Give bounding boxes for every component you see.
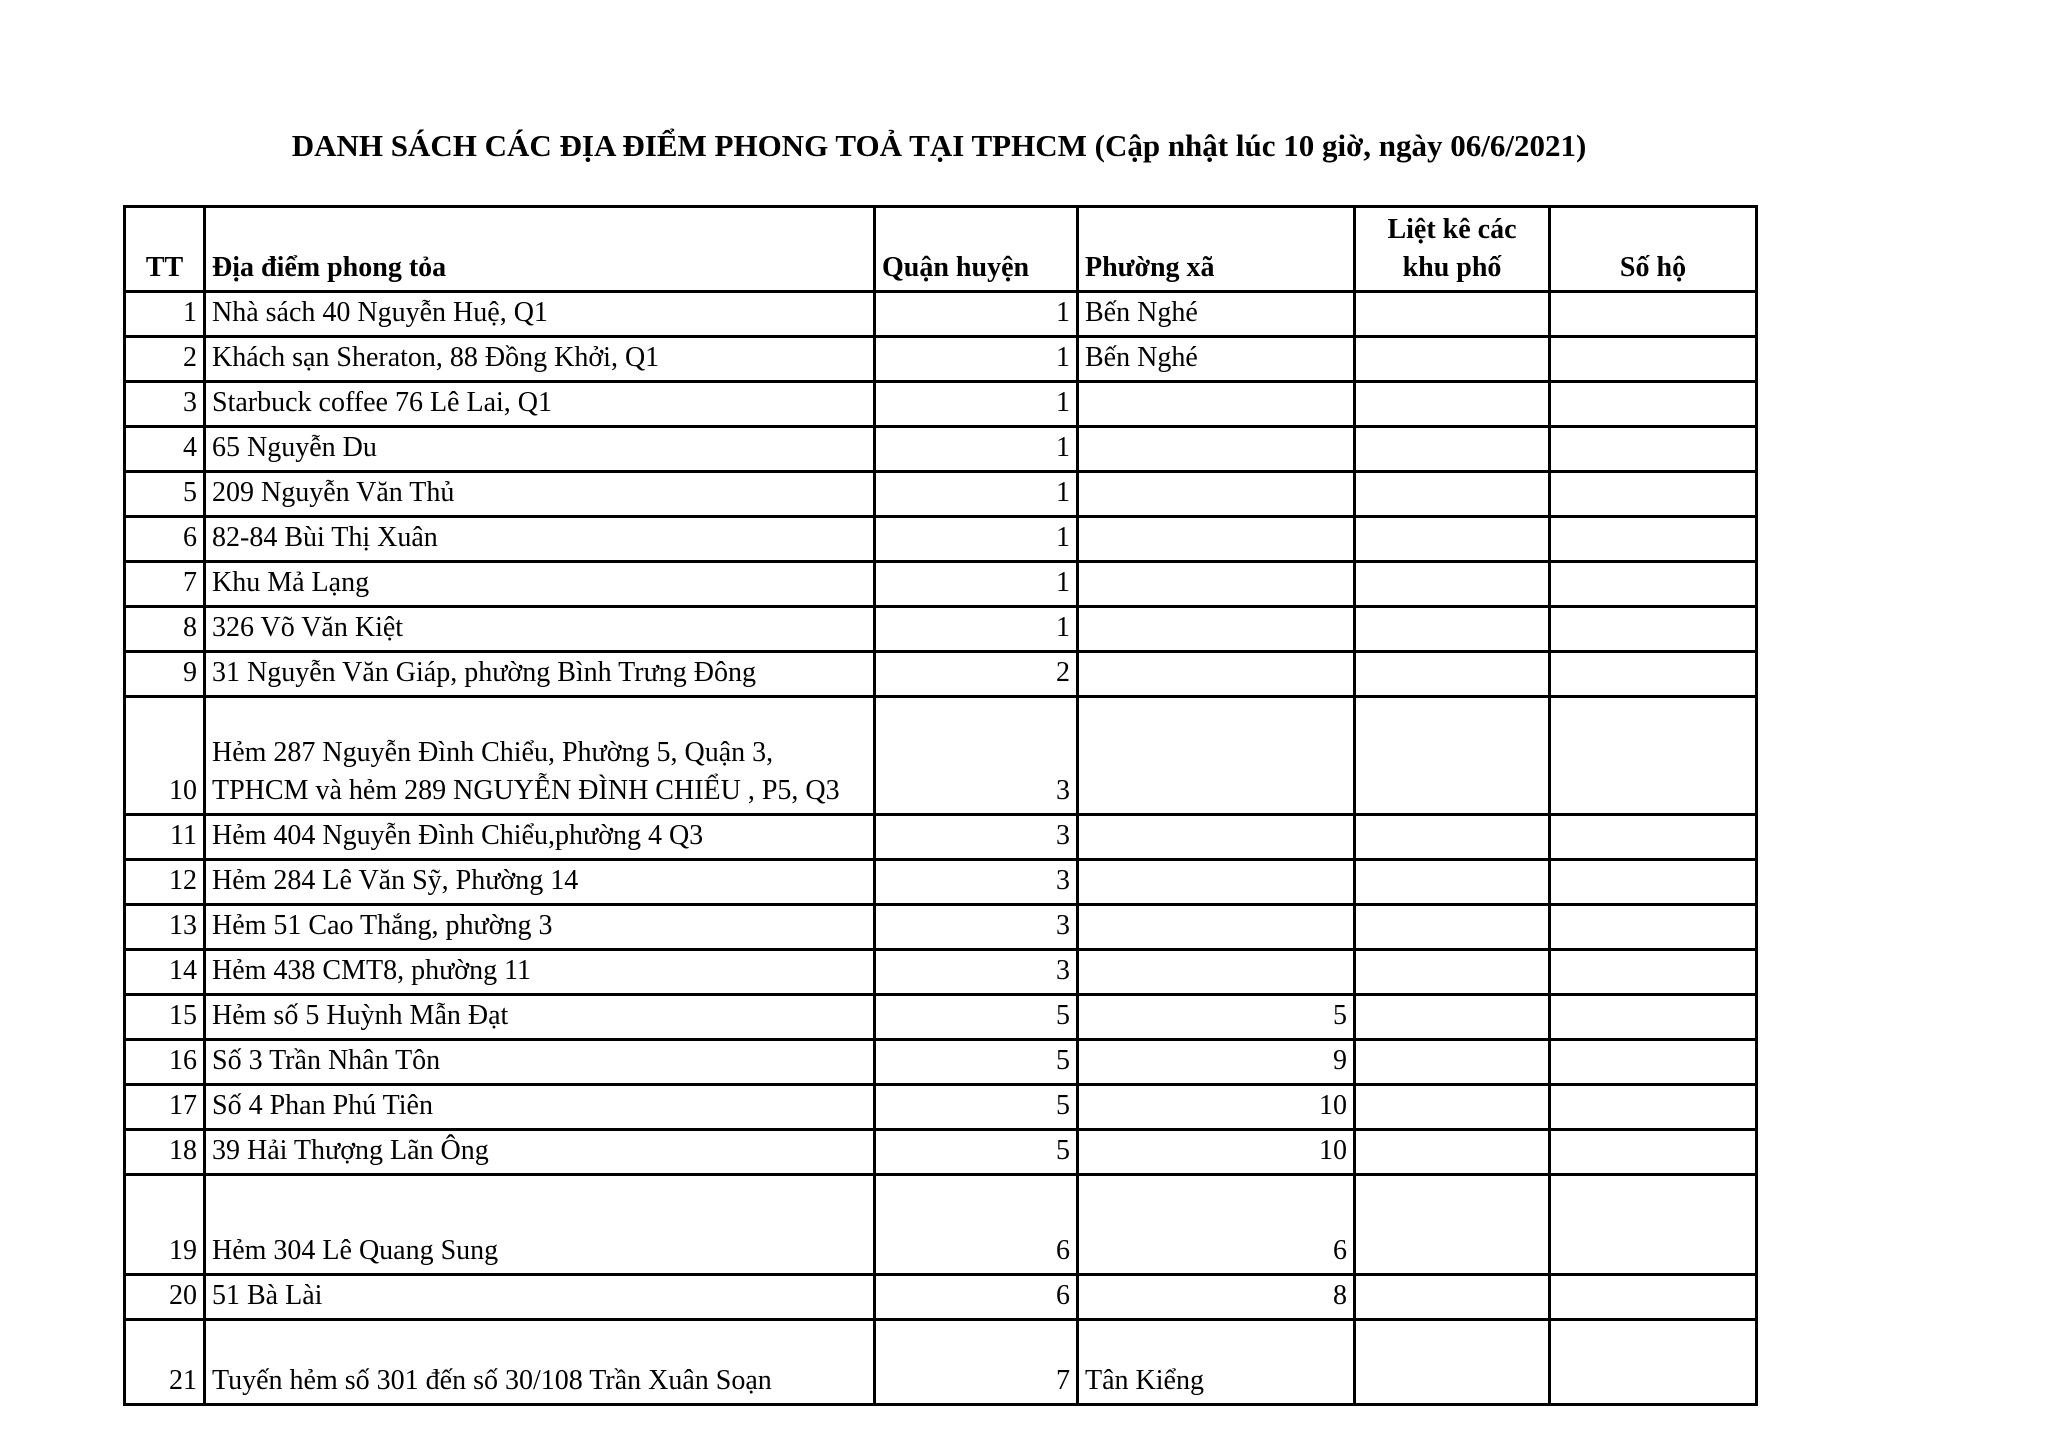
table-row (125, 1275, 1757, 1320)
cell-phuong-xa (1078, 815, 1355, 860)
cell-tt: 8 (125, 607, 205, 652)
cell-khu-pho (1355, 1320, 1550, 1405)
cell-tt: 15 (125, 995, 205, 1040)
cell-phuong-xa (1078, 697, 1355, 815)
cell-phuong-xa: 9 (1078, 1040, 1355, 1085)
cell-phuong-xa: Bến Nghé (1078, 292, 1355, 337)
document-title: DANH SÁCH CÁC ĐỊA ĐIỂM PHONG TOẢ TẠI TPHCM (Cập nhật lúc 10 giờ, ngày 06/6/2021) (291, 128, 1587, 163)
cell-tt: 9 (125, 652, 205, 697)
cell-so-ho (1550, 950, 1757, 995)
cell-so-ho (1550, 995, 1757, 1040)
cell-dia-diem: Khách sạn Sheraton, 88 Đồng Khởi, Q1 (205, 337, 875, 382)
cell-so-ho (1550, 472, 1757, 517)
cell-khu-pho (1355, 1275, 1550, 1320)
cell-so-ho (1550, 607, 1757, 652)
cell-so-ho (1550, 905, 1757, 950)
cell-dia-diem: Hẻm 287 Nguyễn Đình Chiểu, Phường 5, Quận 3, TPHCM và hẻm 289 NGUYỄN ĐÌNH CHIỂU , P5, Q3 (205, 697, 875, 815)
table-row (125, 995, 1757, 1040)
cell-tt: 2 (125, 337, 205, 382)
cell-phuong-xa (1078, 472, 1355, 517)
cell-quan-huyen: 5 (875, 995, 1078, 1040)
cell-dia-diem: 31 Nguyễn Văn Giáp, phường Bình Trưng Đông (205, 652, 875, 697)
cell-so-ho (1550, 427, 1757, 472)
cell-tt: 10 (125, 697, 205, 815)
table-row (125, 292, 1757, 337)
cell-so-ho (1550, 562, 1757, 607)
cell-so-ho (1550, 337, 1757, 382)
cell-tt: 16 (125, 1040, 205, 1085)
cell-so-ho (1550, 517, 1757, 562)
table-row (125, 1130, 1757, 1175)
cell-khu-pho (1355, 1130, 1550, 1175)
cell-khu-pho (1355, 337, 1550, 382)
cell-tt: 21 (125, 1320, 205, 1405)
cell-so-ho (1550, 1040, 1757, 1085)
table-row (125, 815, 1757, 860)
header-dia-diem: Địa điểm phong tỏa (205, 207, 875, 292)
cell-phuong-xa: 5 (1078, 995, 1355, 1040)
cell-tt: 19 (125, 1175, 205, 1275)
cell-tt: 7 (125, 562, 205, 607)
table-row (125, 905, 1757, 950)
cell-phuong-xa: 10 (1078, 1130, 1355, 1175)
cell-phuong-xa (1078, 860, 1355, 905)
table-row (125, 607, 1757, 652)
cell-khu-pho (1355, 382, 1550, 427)
cell-phuong-xa: 10 (1078, 1085, 1355, 1130)
table-body (125, 292, 1757, 1405)
cell-dia-diem: 326 Võ Văn Kiệt (205, 607, 875, 652)
cell-quan-huyen: 1 (875, 292, 1078, 337)
table-row (125, 1085, 1757, 1130)
cell-dia-diem: Hẻm 51 Cao Thắng, phường 3 (205, 905, 875, 950)
cell-dia-diem: Hẻm số 5 Huỳnh Mẫn Đạt (205, 995, 875, 1040)
cell-tt: 12 (125, 860, 205, 905)
cell-quan-huyen: 1 (875, 382, 1078, 427)
cell-quan-huyen: 6 (875, 1275, 1078, 1320)
cell-tt: 20 (125, 1275, 205, 1320)
table-row (125, 1040, 1757, 1085)
cell-quan-huyen: 3 (875, 860, 1078, 905)
cell-phuong-xa (1078, 382, 1355, 427)
cell-tt: 3 (125, 382, 205, 427)
cell-dia-diem: Khu Mả Lạng (205, 562, 875, 607)
cell-so-ho (1550, 1085, 1757, 1130)
cell-tt: 18 (125, 1130, 205, 1175)
cell-quan-huyen: 3 (875, 950, 1078, 995)
cell-khu-pho (1355, 607, 1550, 652)
cell-khu-pho (1355, 995, 1550, 1040)
cell-tt: 6 (125, 517, 205, 562)
cell-phuong-xa (1078, 427, 1355, 472)
cell-phuong-xa: Bến Nghé (1078, 337, 1355, 382)
table-row (125, 1320, 1757, 1405)
cell-phuong-xa: Tân Kiểng (1078, 1320, 1355, 1405)
cell-quan-huyen: 5 (875, 1085, 1078, 1130)
cell-khu-pho (1355, 815, 1550, 860)
cell-quan-huyen: 1 (875, 607, 1078, 652)
cell-dia-diem: 82-84 Bùi Thị Xuân (205, 517, 875, 562)
cell-tt: 5 (125, 472, 205, 517)
cell-quan-huyen: 3 (875, 697, 1078, 815)
cell-so-ho (1550, 652, 1757, 697)
cell-khu-pho (1355, 427, 1550, 472)
cell-khu-pho (1355, 905, 1550, 950)
table-row (125, 517, 1757, 562)
cell-tt: 1 (125, 292, 205, 337)
cell-phuong-xa (1078, 950, 1355, 995)
cell-quan-huyen: 5 (875, 1130, 1078, 1175)
cell-khu-pho (1355, 1085, 1550, 1130)
cell-so-ho (1550, 292, 1757, 337)
cell-so-ho (1550, 1130, 1757, 1175)
cell-quan-huyen: 7 (875, 1320, 1078, 1405)
cell-quan-huyen: 1 (875, 472, 1078, 517)
cell-so-ho (1550, 860, 1757, 905)
cell-dia-diem: Hẻm 404 Nguyễn Đình Chiểu,phường 4 Q3 (205, 815, 875, 860)
cell-tt: 13 (125, 905, 205, 950)
cell-tt: 11 (125, 815, 205, 860)
cell-phuong-xa (1078, 607, 1355, 652)
cell-dia-diem: Hẻm 438 CMT8, phường 11 (205, 950, 875, 995)
cell-so-ho (1550, 382, 1757, 427)
cell-khu-pho (1355, 1040, 1550, 1085)
cell-quan-huyen: 5 (875, 1040, 1078, 1085)
table-row (125, 427, 1757, 472)
cell-khu-pho (1355, 697, 1550, 815)
cell-khu-pho (1355, 652, 1550, 697)
cell-dia-diem: Starbuck coffee 76 Lê Lai, Q1 (205, 382, 875, 427)
cell-quan-huyen: 3 (875, 815, 1078, 860)
cell-khu-pho (1355, 472, 1550, 517)
cell-so-ho (1550, 697, 1757, 815)
cell-khu-pho (1355, 1175, 1550, 1275)
cell-phuong-xa: 8 (1078, 1275, 1355, 1320)
cell-quan-huyen: 1 (875, 517, 1078, 562)
header-phuong-xa: Phường xã (1078, 207, 1355, 292)
cell-so-ho (1550, 1175, 1757, 1275)
cell-quan-huyen: 1 (875, 427, 1078, 472)
cell-dia-diem: Số 3 Trần Nhân Tôn (205, 1040, 875, 1085)
header-so-ho: Số hộ (1550, 207, 1757, 292)
cell-khu-pho (1355, 950, 1550, 995)
cell-quan-huyen: 2 (875, 652, 1078, 697)
table-row (125, 652, 1757, 697)
cell-so-ho (1550, 1320, 1757, 1405)
table-row (125, 382, 1757, 427)
cell-so-ho (1550, 1275, 1757, 1320)
table-row (125, 860, 1757, 905)
cell-phuong-xa (1078, 562, 1355, 607)
table-row (125, 697, 1757, 815)
cell-khu-pho (1355, 860, 1550, 905)
cell-quan-huyen: 1 (875, 562, 1078, 607)
cell-phuong-xa (1078, 905, 1355, 950)
cell-tt: 14 (125, 950, 205, 995)
cell-dia-diem: 65 Nguyễn Du (205, 427, 875, 472)
cell-dia-diem: 209 Nguyễn Văn Thủ (205, 472, 875, 517)
table-row (125, 337, 1757, 382)
cell-dia-diem: 39 Hải Thượng Lãn Ông (205, 1130, 875, 1175)
cell-dia-diem: Số 4 Phan Phú Tiên (205, 1085, 875, 1130)
cell-dia-diem: 51 Bà Lài (205, 1275, 875, 1320)
cell-quan-huyen: 6 (875, 1175, 1078, 1275)
cell-tt: 4 (125, 427, 205, 472)
header-row (125, 207, 1757, 292)
header-khu-pho: Liệt kê các khu phố (1355, 207, 1550, 292)
cell-dia-diem: Hẻm 284 Lê Văn Sỹ, Phường 14 (205, 860, 875, 905)
cell-phuong-xa: 6 (1078, 1175, 1355, 1275)
cell-phuong-xa (1078, 517, 1355, 562)
cell-khu-pho (1355, 517, 1550, 562)
cell-quan-huyen: 3 (875, 905, 1078, 950)
cell-khu-pho (1355, 292, 1550, 337)
cell-dia-diem: Hẻm 304 Lê Quang Sung (205, 1175, 875, 1275)
table-row (125, 472, 1757, 517)
cell-dia-diem: Nhà sách 40 Nguyễn Huệ, Q1 (205, 292, 875, 337)
cell-khu-pho (1355, 562, 1550, 607)
table-row (125, 1175, 1757, 1275)
cell-dia-diem: Tuyến hẻm số 301 đến số 30/108 Trần Xuân Soạn (205, 1320, 875, 1405)
table-row (125, 950, 1757, 995)
cell-quan-huyen: 1 (875, 337, 1078, 382)
table-row (125, 562, 1757, 607)
lockdown-locations-table (123, 205, 1758, 1406)
cell-phuong-xa (1078, 652, 1355, 697)
header-tt: TT (125, 207, 205, 292)
header-quan-huyen: Quận huyện (875, 207, 1078, 292)
cell-tt: 17 (125, 1085, 205, 1130)
cell-so-ho (1550, 815, 1757, 860)
